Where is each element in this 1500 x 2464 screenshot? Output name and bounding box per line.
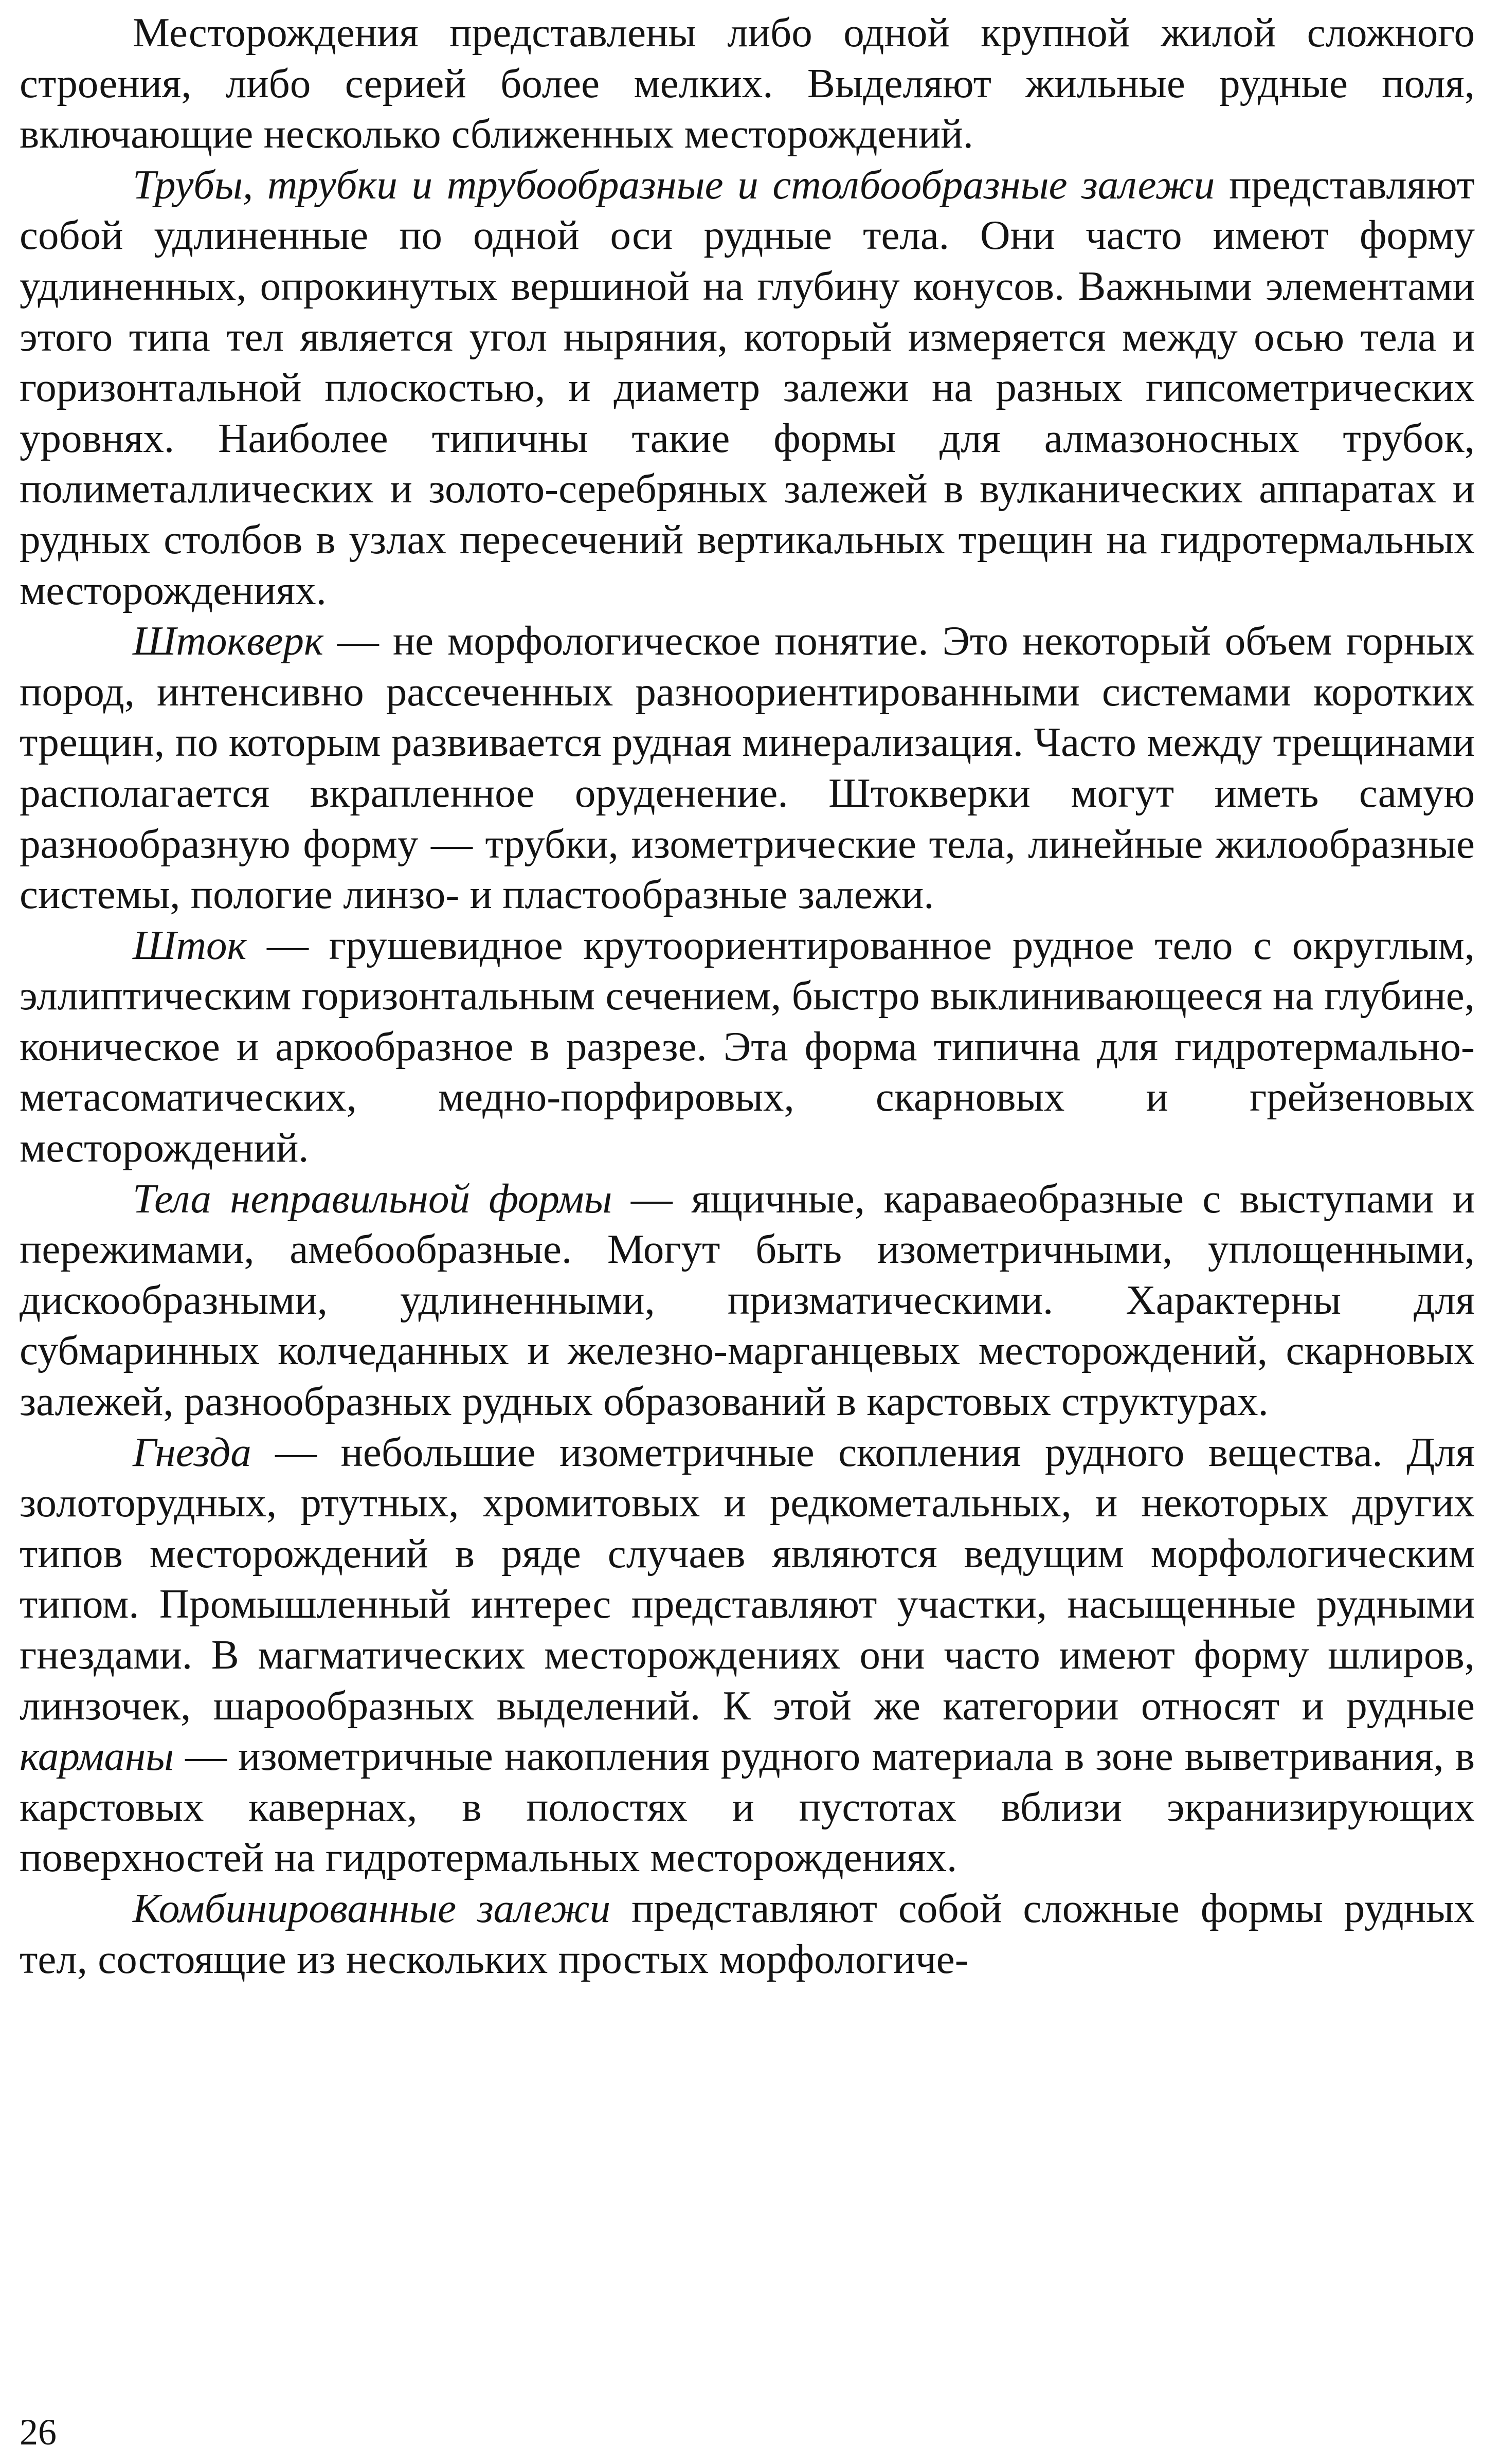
paragraph-combined-deposits: [20, 1883, 1475, 1984]
term-irregular-bodies: Тела неправильной формы: [133, 1175, 612, 1222]
paragraph-text: представляют собой сложные формы рудных тел, состоящие из нескольких простых морфологиче-: [20, 1885, 1475, 1982]
paragraph-irregular-bodies: [20, 1173, 1475, 1427]
term-nests: Гнезда: [133, 1428, 251, 1475]
paragraph-text: — грушевидное крутоориентированное рудное тело с округлым, эллиптическим горизонтальным сечением, быстро выклинивающееся на глубине, коническое и аркообразное в разрезе. Эта форма типична для гидротермально-метасоматических, медно-порфировых, скарновых и грейзеновых месторождений.: [20, 921, 1475, 1171]
page-number: 26: [20, 2412, 57, 2453]
paragraph-stock: [20, 920, 1475, 1173]
paragraph-pipes: [20, 159, 1475, 615]
document-page: [20, 0, 1475, 2464]
body-text: [20, 7, 1475, 1984]
paragraph-text-continued: — изометричные накопления рудного материала в зоне выветривания, в карстовых кавернах, в полостях и пустотах вблизи экранизирующих поверхностей на гидротермальных месторождениях.: [20, 1733, 1475, 1881]
term-stock: Шток: [133, 921, 247, 968]
paragraph-text: Месторождения представлены либо одной крупной жилой сложного строения, либо серией более мелких. Выделяют жильные рудные поля, включающие несколько сближенных месторождений.: [20, 9, 1475, 157]
term-combined-deposits: Комбинированные залежи: [133, 1885, 611, 1931]
paragraph-text: — небольшие изометричные скопления рудного вещества. Для золоторудных, ртутных, хромитовых и редкометальных, и некоторых других типов месторождений в ряде случаев являются ведущим морфологическим типом. Промышленный интерес представляют участки, насыщенные рудными гнездами. В магматических месторождениях они часто имеют форму шлиров, линзочек, шарообразных выделений. К этой же категории относят и рудные: [20, 1428, 1475, 1729]
term-stockwork: Штокверк: [133, 618, 323, 664]
paragraph-text: представляют собой удлиненные по одной оси рудные тела. Они часто имеют форму удлиненных, опрокинутых вершиной на глубину конусов. Важными элементами этого типа тел является угол ныряния, который измеряется между осью тела и горизонтальной плоскостью, и диаметр залежи на разных гипсометрических уровнях. Наиболее типичны такие формы для алмазоносных трубок, полиметаллических и золото-серебряных залежей в вулканических аппаратах и рудных столбов в узлах пересечений вертикальных трещин на гидротермальных месторождениях.: [20, 161, 1475, 613]
paragraph-text: — ящичные, караваеобразные с выступами и пережимами, амебообразные. Могут быть изометричными, уплощенными, дискообразными, удлиненными, призматическими. Характерны для субмаринных колчеданных и железно-марганцевых месторождений, скарновых залежей, разнообразных рудных образований в карстовых структурах.: [20, 1175, 1475, 1425]
paragraph-deposits-intro: [20, 7, 1475, 159]
term-pipes: Трубы, трубки и трубообразные и столбообразные залежи: [133, 161, 1215, 208]
paragraph-stockwork: [20, 615, 1475, 920]
paragraph-nests: [20, 1427, 1475, 1883]
term-pockets: карманы: [20, 1733, 174, 1780]
paragraph-text: — не морфологическое понятие. Это некоторый объем горных пород, интенсивно рассеченных разноориентированными системами коротких трещин, по которым развивается рудная минерализация. Часто между трещинами располагается вкрапленное оруденение. Штокверки могут иметь самую разнообразную форму — трубки, изометрические тела, линейные жилообразные системы, пологие линзо- и пластообразные залежи.: [20, 618, 1475, 918]
